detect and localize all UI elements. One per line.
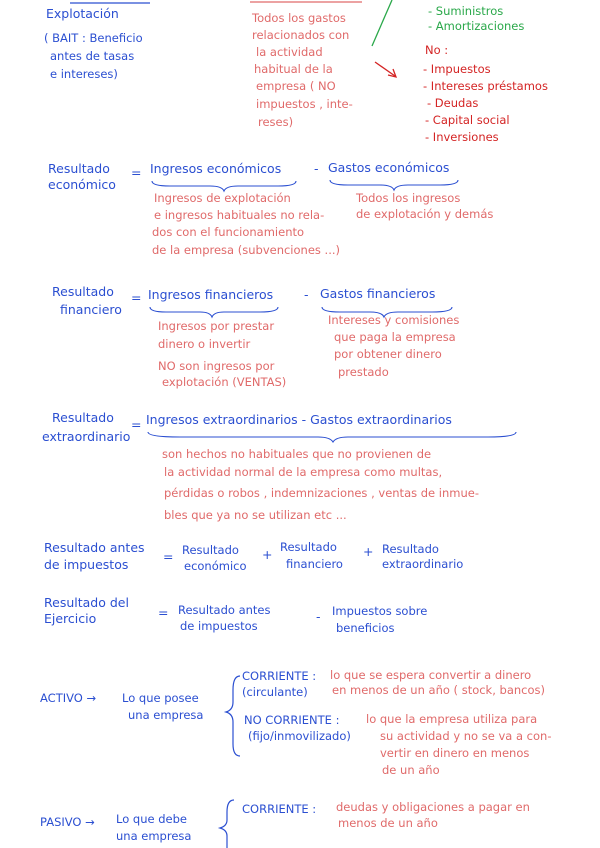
financiero-note2-line-2: que paga la empresa xyxy=(334,330,456,344)
extraordinario-note-line-4: bles que ya no se utilizan etc ... xyxy=(164,508,347,522)
financiero-term-ingresos: Ingresos financieros xyxy=(148,287,274,302)
antes-eq: = xyxy=(163,549,174,564)
explotacion-label: Explotación xyxy=(46,6,119,21)
antes-plus-1: + xyxy=(262,547,273,562)
economico-term-ingresos: Ingresos económicos xyxy=(150,161,282,176)
ejercicio-minus: - xyxy=(316,609,321,624)
pasivo-corriente-text-1: deudas y obligaciones a pagar en xyxy=(336,800,530,814)
activo-desc-line-2: una empresa xyxy=(128,708,204,722)
antes-t1-line-1: Resultado xyxy=(182,543,239,557)
pasivo-desc-line-1: Lo que debe xyxy=(116,812,187,826)
economico-minus: - xyxy=(314,161,319,176)
no-item-inversiones: - Inversiones xyxy=(425,130,499,144)
activo-no-corriente-text-2: su actividad y no se va a con- xyxy=(380,729,552,743)
gastos-expl-line-5: empresa ( NO xyxy=(256,79,336,93)
economico-note1-line-3: dos con el funcionamiento xyxy=(152,225,305,239)
activo-no-corriente-sub: (fijo/inmovilizado) xyxy=(248,729,351,743)
antes-t2-line-2: financiero xyxy=(286,557,343,571)
antes-t1-line-2: económico xyxy=(184,559,247,573)
bait-line-3: e intereses) xyxy=(50,67,118,81)
economico-note2-line-1: Todos los ingresos xyxy=(356,191,461,205)
no-item-deudas: - Deudas xyxy=(427,96,479,110)
activo-desc-line-1: Lo que posee xyxy=(122,691,199,705)
antes-t3-line-2: extraordinario xyxy=(382,557,464,571)
extraordinario-eq: = xyxy=(131,417,142,432)
gastos-expl-line-6: impuestos , inte- xyxy=(256,97,353,111)
ejercicio-t2-line-1: Impuestos sobre xyxy=(332,604,428,618)
extraordinario-note-line-1: son hechos no habituales que no provienen de xyxy=(162,447,432,461)
gastos-expl-line-1: Todos los gastos xyxy=(252,11,346,25)
financiero-eq: = xyxy=(131,290,142,305)
bait-line-1: ( BAIT : Beneficio xyxy=(44,31,143,45)
economico-label-1: Resultado xyxy=(48,161,110,176)
economico-term-gastos: Gastos económicos xyxy=(328,160,450,175)
ejercicio-t1-line-2: de impuestos xyxy=(180,619,258,633)
antes-t2-line-1: Resultado xyxy=(280,540,337,554)
activo-no-corriente-text-3: vertir en dinero en menos xyxy=(380,746,530,760)
activo-no-corriente-text-1: lo que la empresa utiliza para xyxy=(366,712,538,726)
financiero-note1-line-1: Ingresos por prestar xyxy=(158,319,275,333)
si-item-amortizaciones: - Amortizaciones xyxy=(428,19,525,33)
ejercicio-t2-line-2: beneficios xyxy=(336,621,395,635)
gastos-expl-line-4: habitual de la xyxy=(254,62,333,76)
gastos-expl-line-3: la actividad xyxy=(256,45,323,59)
extraordinario-note-line-3: pérdidas o robos , indemnizaciones , ventas de inmue- xyxy=(164,486,479,500)
financiero-minus: - xyxy=(304,287,309,302)
antes-label-1: Resultado antes xyxy=(44,540,145,555)
activo-label: ACTIVO → xyxy=(40,691,97,705)
ejercicio-label-2: Ejercicio xyxy=(44,611,97,626)
ejercicio-t1-line-1: Resultado antes xyxy=(178,603,271,617)
extraordinario-label-1: Resultado xyxy=(52,410,114,425)
activo-corriente-sub: (circulante) xyxy=(242,685,308,699)
no-item-intereses: - Intereses préstamos xyxy=(423,79,548,93)
bait-line-2: antes de tasas xyxy=(50,49,135,63)
antes-plus-2: + xyxy=(363,544,374,559)
economico-note1-line-2: e ingresos habituales no rela- xyxy=(154,208,325,222)
gastos-expl-line-7: reses) xyxy=(258,115,294,129)
no-item-impuestos: - Impuestos xyxy=(423,62,491,76)
financiero-note1-line-4: NO son ingresos por xyxy=(158,359,275,373)
pasivo-label: PASIVO → xyxy=(40,815,95,829)
activo-no-corriente-label: NO CORRIENTE : xyxy=(244,713,340,727)
no-label: No : xyxy=(425,43,449,57)
si-item-suministros: - Suministros xyxy=(428,4,504,18)
antes-label-2: de impuestos xyxy=(44,557,129,572)
brace-economicos-gastos xyxy=(330,180,458,190)
financiero-note2-line-3: por obtener dinero xyxy=(334,347,442,361)
financiero-note2-line-1: Intereses y comisiones xyxy=(328,313,460,327)
ejercicio-label-1: Resultado del xyxy=(44,595,129,610)
financiero-note2-line-4: prestado xyxy=(338,365,389,379)
pasivo-desc-line-2: una empresa xyxy=(116,829,192,843)
financiero-note1-line-5: explotación (VENTAS) xyxy=(162,375,287,389)
ejercicio-eq: = xyxy=(158,605,169,620)
economico-note2-line-2: de explotación y demás xyxy=(356,207,494,221)
pasivo-corriente-text-2: menos de un año xyxy=(338,816,438,830)
pasivo-corriente-label: CORRIENTE : xyxy=(242,802,317,816)
economico-eq: = xyxy=(131,165,142,180)
gastos-expl-line-2: relacionados con xyxy=(252,28,350,42)
financiero-term-gastos: Gastos financieros xyxy=(320,286,436,301)
activo-no-corriente-text-4: de un año xyxy=(382,763,440,777)
antes-t3-line-1: Resultado xyxy=(382,542,439,556)
activo-corriente-text-2: en menos de un año ( stock, bancos) xyxy=(332,683,546,697)
economico-note1-line-1: Ingresos de explotación xyxy=(154,191,291,205)
financiero-label-2: financiero xyxy=(60,302,122,317)
no-item-capital-social: - Capital social xyxy=(425,113,510,127)
activo-corriente-label: CORRIENTE : xyxy=(242,669,317,683)
financiero-note1-line-2: dinero o invertir xyxy=(158,337,251,351)
activo-corriente-text-1: lo que se espera convertir a dinero xyxy=(330,668,532,682)
economico-label-2: económico xyxy=(48,177,116,192)
extraordinario-formula: Ingresos extraordinarios - Gastos extraordinarios xyxy=(146,412,452,427)
extraordinario-note-line-2: la actividad normal de la empresa como multas, xyxy=(164,465,443,479)
extraordinario-label-2: extraordinario xyxy=(42,429,131,444)
financiero-label-1: Resultado xyxy=(52,284,114,299)
economico-note1-line-4: de la empresa (subvenciones ...) xyxy=(152,243,341,257)
